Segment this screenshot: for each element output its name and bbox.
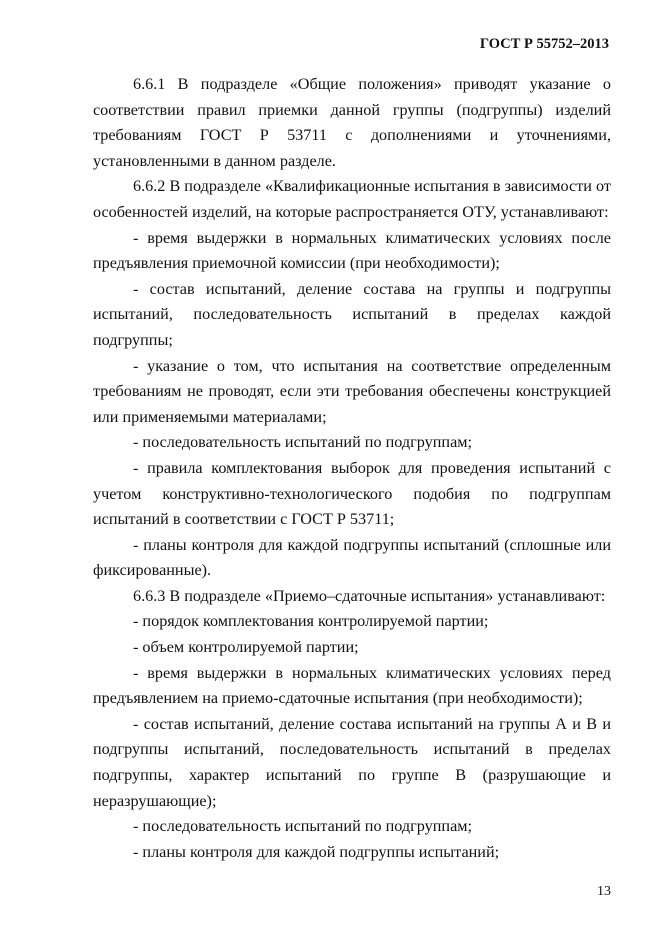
list-item: - порядок комплектования контролируемой партии; (133, 612, 489, 631)
paragraph-6-6-3: 6.6.3 В подразделе «Приемо–сдаточные испытания» устанавливают: (133, 586, 606, 605)
list-item: - планы контроля для каждой подгруппы испытаний (сплошные или фиксированные). (93, 535, 611, 580)
list-item: - последовательность испытаний по подгруппам; (133, 433, 472, 452)
list-item: - состав испытаний, деление состава на группы и подгруппы испытаний, последовательность испытаний в пределах каждой подгруппы; (93, 279, 611, 349)
list-item: - состав испытаний, деление состава испытаний на группы А и В и подгруппы испытаний, последовательность испытаний в пределах подгруппы, характер испытаний по группе В (разрушающие и неразрушающие); (93, 714, 611, 810)
paragraph-6-6-2: 6.6.2 В подразделе «Квалификационные испытания в зависимости от особенностей изделий, на которые распространяется ОТУ, устанавливают: (93, 177, 611, 221)
list-item: - время выдержки в нормальных климатических условиях перед предъявлением на приемо-сдаточные испытания (при необходимости); (93, 663, 611, 708)
list-item: - указание о том, что испытания на соответствие определенным требованиям не проводят, если эти требования обеспечены конструкцией или применяемыми материалами; (93, 356, 611, 426)
page-number: 13 (597, 884, 611, 899)
main-text (93, 72, 611, 865)
document-header: ГОСТ Р 55752–2013 (479, 36, 609, 52)
list-item: - последовательность испытаний по подгруппам; (133, 817, 472, 836)
list-item: - время выдержки в нормальных климатических условиях после предъявления приемочной комиссии (при необходимости); (93, 228, 611, 273)
list-item: - правила комплектования выборок для проведения испытаний с учетом конструктивно-технологического подобия по подгруппам испытаний в соответствии с ГОСТ Р 53711; (93, 458, 611, 529)
paragraph-6-6-1: 6.6.1 В подразделе «Общие положения» приводят указание о соответствии правил приемки данной группы (подгруппы) изделий требованиям ГОСТ Р 53711 с дополнениями и уточнениями, установленными в данном разделе. (93, 75, 611, 170)
list-item: - объем контролируемой партии; (133, 638, 359, 657)
list-item: - планы контроля для каждой подгруппы испытаний; (133, 842, 500, 861)
